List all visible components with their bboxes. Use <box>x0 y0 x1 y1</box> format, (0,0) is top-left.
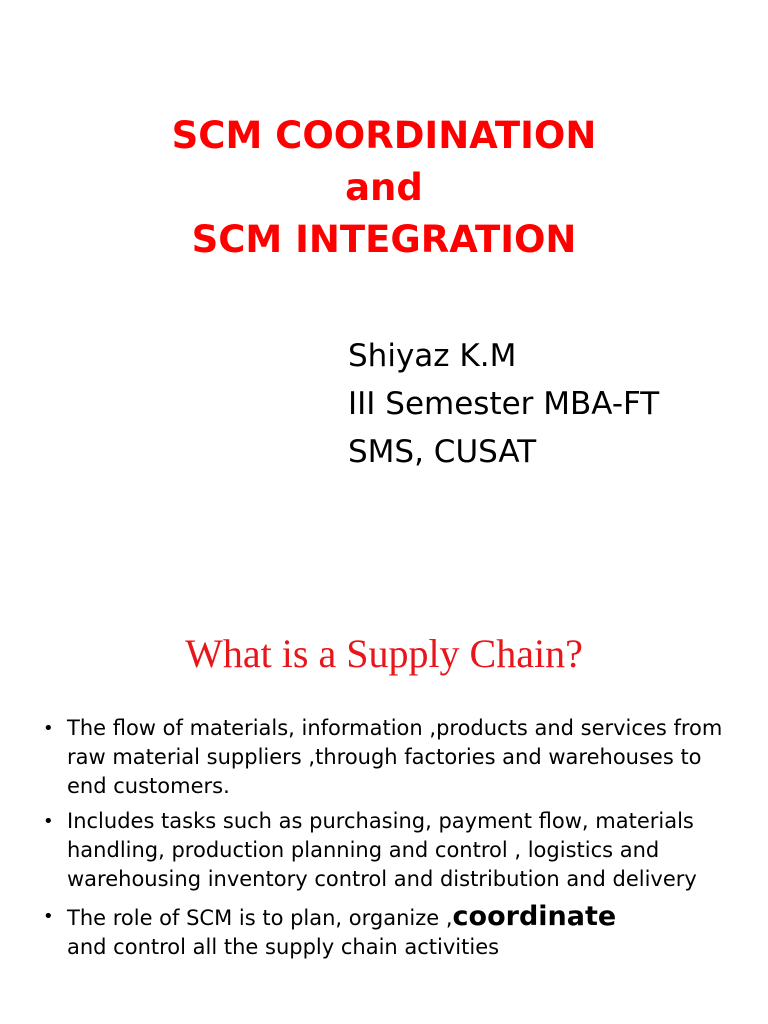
bullet-list <box>40 714 740 968</box>
slide-1-title <box>0 110 768 266</box>
title-line-3: SCM INTEGRATION <box>191 218 577 261</box>
author-name: Shiyaz K.M <box>348 338 517 374</box>
bullet-dot-icon: • <box>43 811 54 832</box>
author-semester: III Semester MBA-FT <box>348 386 660 422</box>
bullet-text-after: and control all the supply chain activities <box>67 935 500 959</box>
bullet-item <box>40 714 740 801</box>
bullet-dot-icon: • <box>43 906 54 927</box>
bullet-emphasis: coordinate <box>452 901 617 932</box>
bullet-item <box>40 807 740 894</box>
title-line-1: SCM COORDINATION <box>171 114 597 157</box>
bullet-text: Includes tasks such as purchasing, payment flow, materials handling, production planning and control , logistics and warehousing inventory control and distribution and delivery <box>67 809 697 891</box>
bullet-dot-icon: • <box>43 718 54 739</box>
author-institution: SMS, CUSAT <box>348 434 537 470</box>
title-line-2: and <box>345 166 423 209</box>
bullet-text-before: The role of SCM is to plan, organize , <box>67 906 453 930</box>
bullet-item <box>40 902 740 962</box>
slide-2-title: What is a Supply Chain? <box>185 631 583 676</box>
bullet-text: The flow of materials, information ,products and services from raw material suppliers ,through factories and warehouses to end customers. <box>67 716 723 798</box>
author-info <box>348 332 659 476</box>
slide-2 <box>0 512 768 1024</box>
